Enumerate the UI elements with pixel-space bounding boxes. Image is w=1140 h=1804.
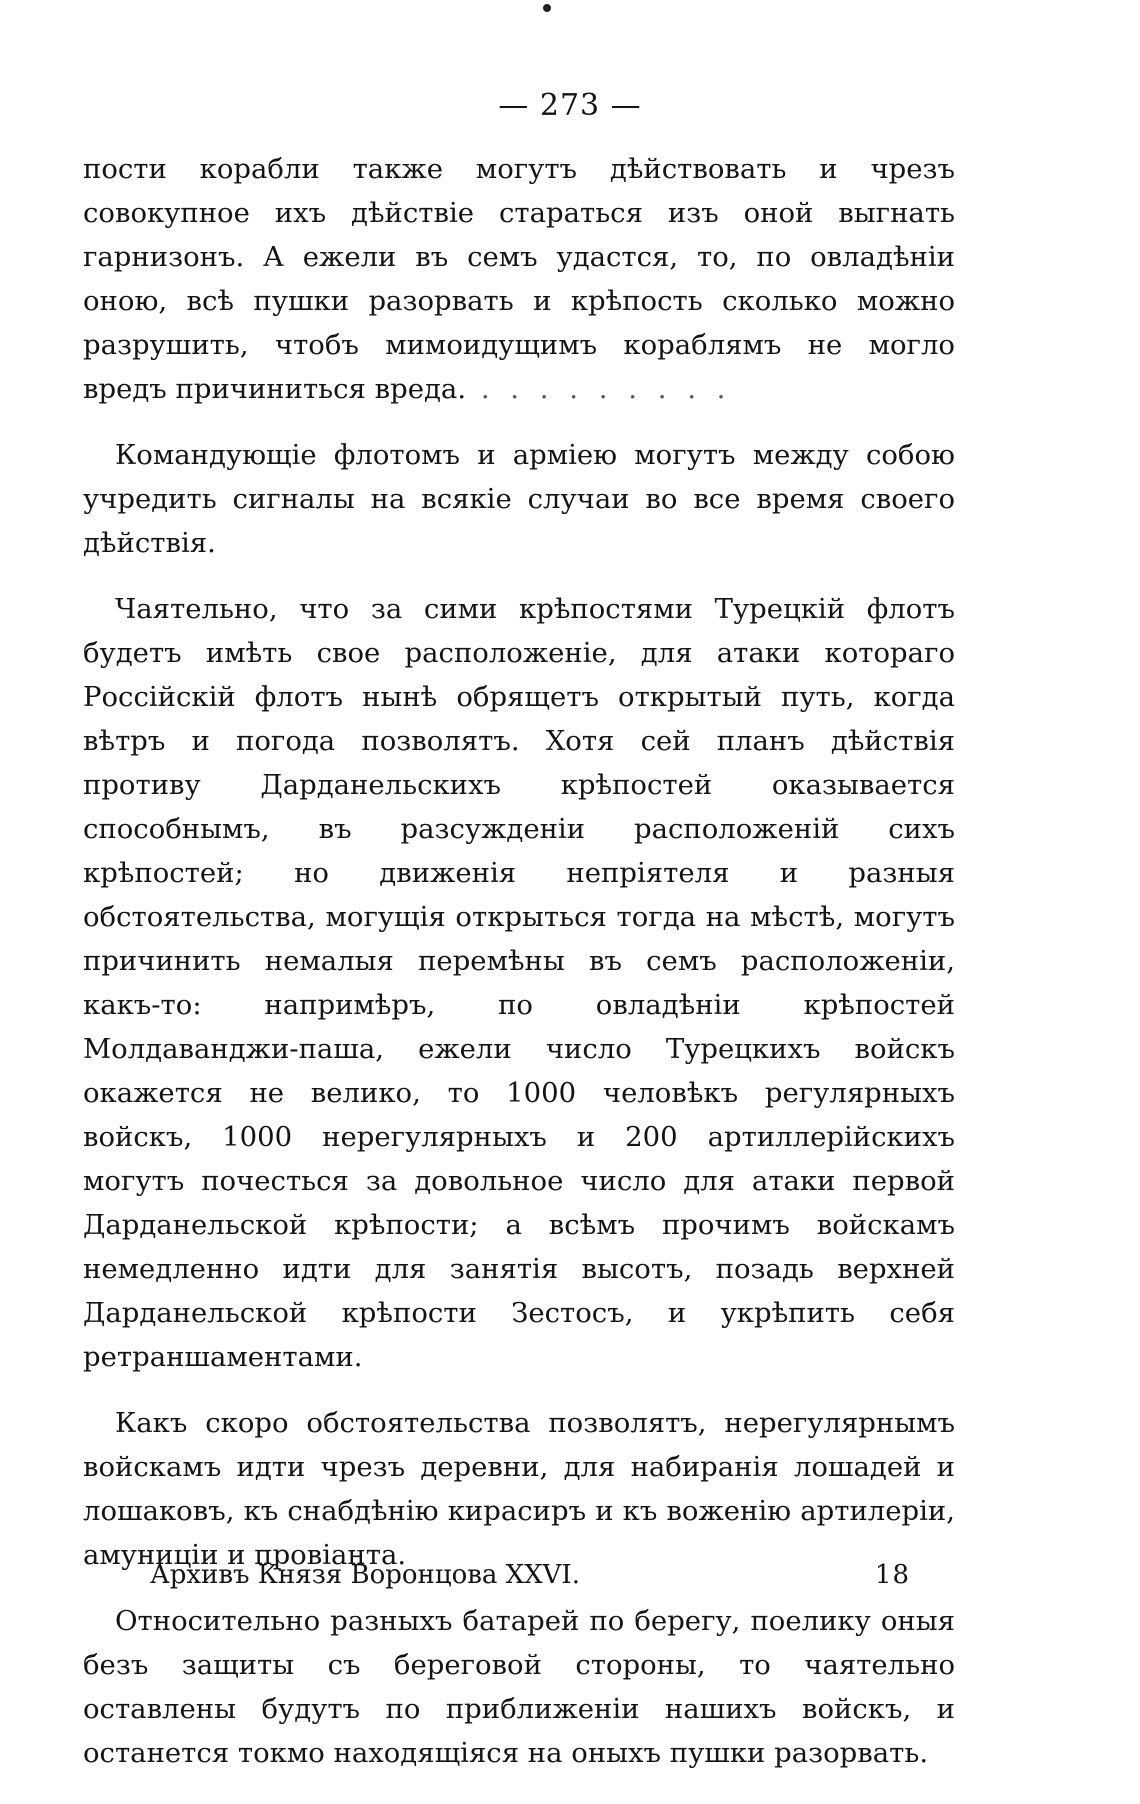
page-number: — 273 — bbox=[498, 88, 642, 123]
page-footer bbox=[150, 1560, 910, 1590]
footer-title: Архивъ Князя Воронцова XXVI. bbox=[150, 1560, 580, 1590]
paragraph-5: Относительно разныхъ батарей по берегу, поелику оныя безъ защиты съ береговой стороны, то чаятельно оставлены будутъ по приближеніи нашихъ войскъ, и останется токмо находящіяся на оныхъ пушки разорвать. bbox=[83, 1605, 955, 1769]
paragraph-2: Командующіе флотомъ и арміею могутъ между собою учредить сигналы на всякіе случаи во все время своего дѣйствія. bbox=[83, 439, 955, 559]
paragraph-4: Какъ скоро обстоятельства позволятъ, нерегулярнымъ войскамъ идти чрезъ деревни, для набиранія лошадей и лошаковъ, къ снабдѣнію кирасиръ и къ воженію артилеріи, амуниціи и провіанта. bbox=[83, 1407, 955, 1571]
signature-number: 18 bbox=[874, 1560, 910, 1590]
body-text bbox=[83, 147, 955, 1797]
ink-dot bbox=[543, 4, 551, 12]
paragraph-3: Чаятельно, что за сими крѣпостями Турецкій флотъ будетъ имѣть свое расположеніе, для атаки котораго Россійскій флотъ нынѣ обрящетъ открытый путь, когда вѣтръ и погода позволятъ. Хотя сей планъ дѣйствія противу Дарданельскихъ крѣпостей оказывается способнымъ, въ разсужденіи расположеній сихъ крѣпостей; но движенія непріятеля и разныя обстоятельства, могущія открыться тогда на мѣстѣ, могутъ причинить немалыя перемѣны въ семъ расположеніи, какъ-то: напримѣръ, по овладѣніи крѣпостей Молдаванджи-паша, ежели число Турецкихъ войскъ окажется не велико, то 1000 человѣкъ регулярныхъ войскъ, 1000 нерегулярныхъ и 200 артиллерійскихъ могутъ почесться за довольное число для атаки первой Дарданельской крѣпости; а всѣмъ прочимъ войскамъ немедленно идти для занятія высотъ, позадь верхней Дарданельской крѣпости Зестосъ, и укрѣпить себя ретраншаментами. bbox=[83, 593, 955, 1373]
paragraph-1: пости корабли также могутъ дѣйствовать и чрезъ совокупное ихъ дѣйствіе стараться изъ оной выгнать гарнизонъ. А ежели въ семъ удастся, то, по овладѣніи оною, всѣ пушки разорвать и крѣпость сколько можно разрушить, чтобъ мимоидущимъ кораблямъ не могло вредъ причиниться вреда. . . . bbox=[83, 147, 955, 411]
